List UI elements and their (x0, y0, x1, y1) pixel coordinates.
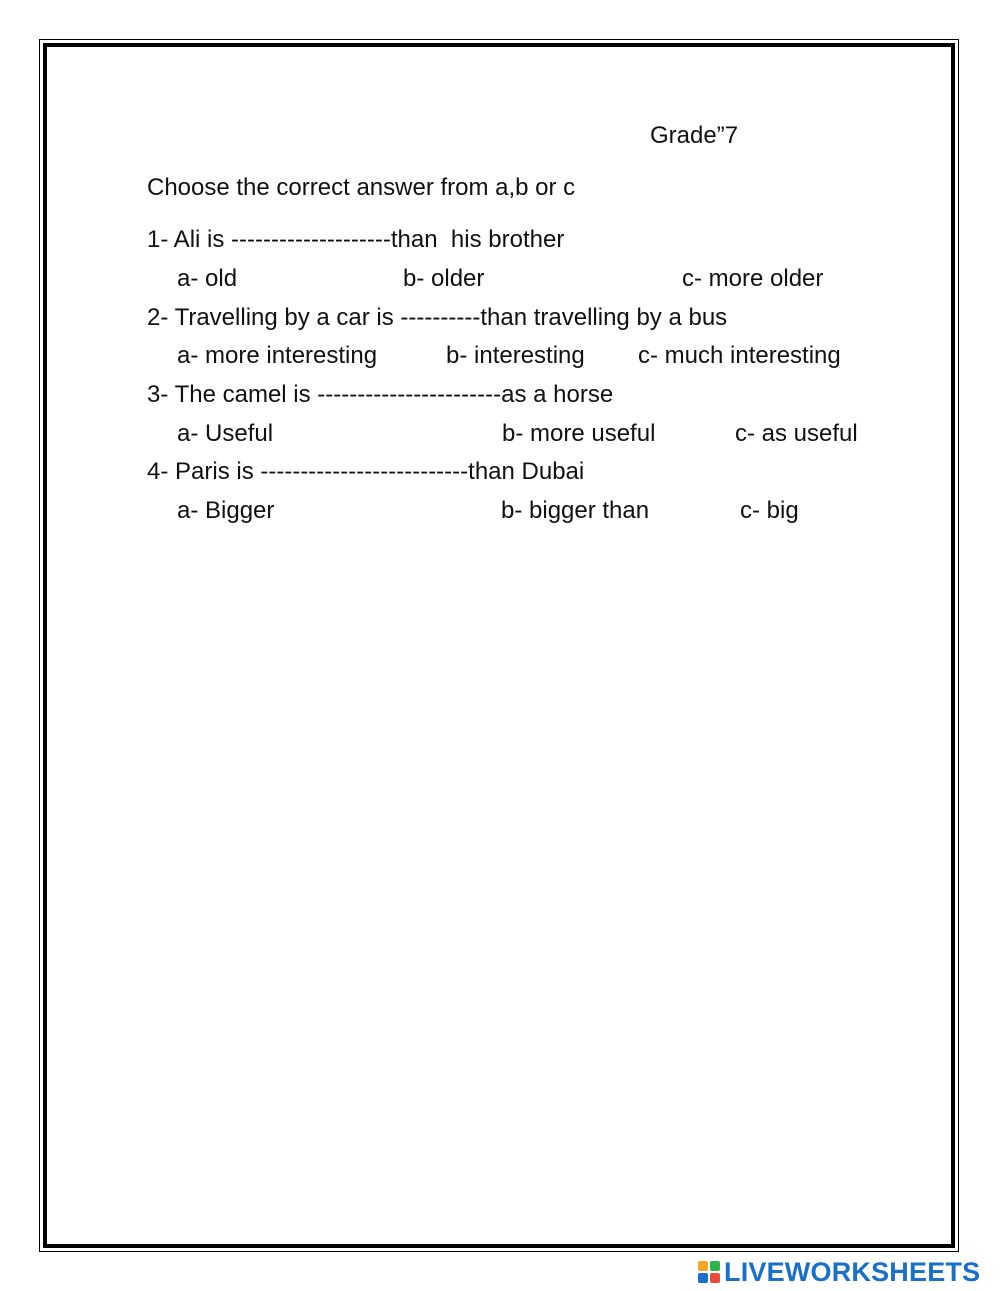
question-4: 4- Paris is --------------------------than Dubai (147, 458, 585, 485)
question-2-option-a: a- more interesting (177, 342, 378, 369)
question-3-option-a: a- Useful (177, 420, 274, 447)
logo-block-4 (710, 1273, 720, 1283)
page-border-inner (43, 43, 955, 1248)
liveworksheets-logo (698, 1258, 980, 1286)
question-1: 1- Ali is --------------------than his brother (147, 226, 565, 253)
question-1-option-c: c- more older (682, 265, 824, 292)
question-2-option-b: b- interesting (446, 342, 585, 369)
question-3-option-b: b- more useful (502, 420, 656, 447)
logo-block-1 (698, 1261, 708, 1271)
instruction-text: Choose the correct answer from a,b or c (147, 174, 576, 201)
question-4-option-c: c- big (740, 497, 799, 524)
question-2-option-c: c- much interesting (638, 342, 841, 369)
question-1-option-a: a- old (177, 265, 238, 292)
grade-label: Grade”7 (650, 122, 739, 149)
question-4-option-a: a- Bigger (177, 497, 275, 524)
question-3-option-c: c- as useful (735, 420, 858, 447)
logo-block-3 (698, 1273, 708, 1283)
logo-text: LIVEWORKSHEETS (724, 1257, 981, 1287)
question-1-option-b: b- older (403, 265, 485, 292)
logo-block-2 (710, 1261, 720, 1271)
logo-blocks-icon (698, 1261, 720, 1283)
question-4-option-b: b- bigger than (501, 497, 650, 524)
question-2: 2- Travelling by a car is ----------than travelling by a bus (147, 304, 728, 331)
question-3: 3- The camel is -----------------------as a horse (147, 381, 614, 408)
